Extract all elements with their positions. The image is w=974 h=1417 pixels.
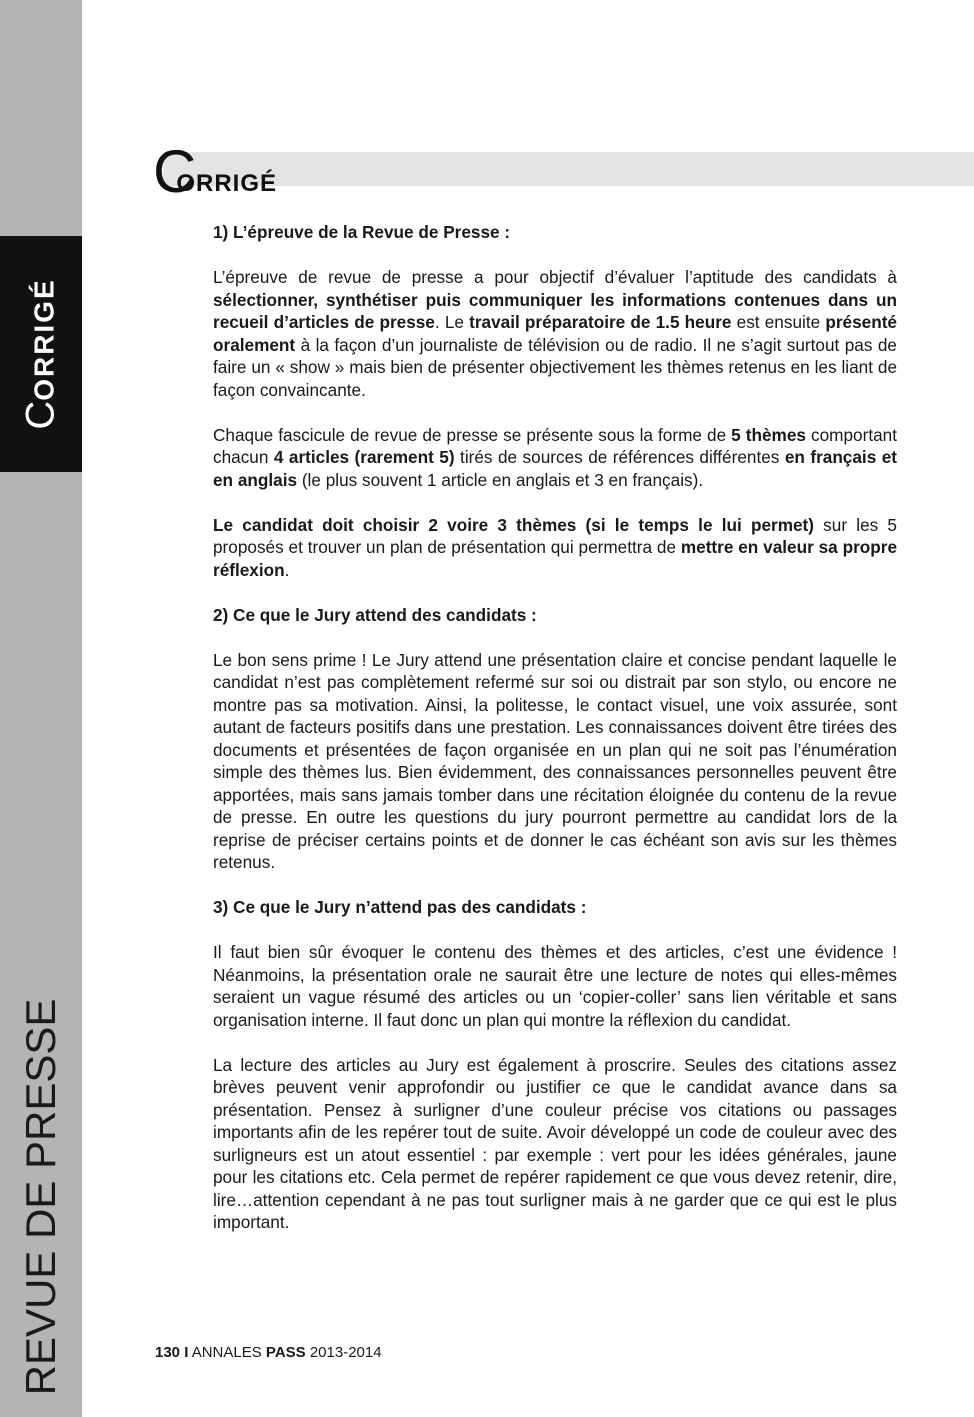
section-1-paragraph-3: Le candidat doit choisir 2 voire 3 thèmes (si le temps le lui permet) sur les 5 proposés et trouver un plan de présentation qui permettra de mettre en valeur sa propre réflexion. bbox=[213, 514, 897, 580]
brand-name: PASS bbox=[265, 1344, 306, 1361]
sidebar bbox=[0, 0, 82, 1417]
page-title-rest: ORRIGÉ bbox=[176, 170, 278, 197]
section-3-paragraph-2: La lecture des articles au Jury est également à proscrire. Seules des citations assez brèves peuvent venir approfondir ou justifier ce que le candidat avance dans sa présentation. Pensez à surligner d’une couleur précise vos citations ou passages importants afin de les repérer tout de suite. Avoir développé un code de couleur avec des surligneurs est un atout essentiel : par exemple : vert pour les idées générales, jaune pour les citations etc. Cela permet de repérer rapidement ce que vous devez retenir, dire, lire…attention cependant à ne pas tout surligner mais à ne garder que ce qui est le plus important. bbox=[213, 1054, 897, 1232]
section-2-heading: 2) Ce que le Jury attend des candidats : bbox=[213, 604, 537, 625]
title-bar bbox=[163, 152, 974, 186]
page-footer: 130 I ANNALES PASS 2013-2014 bbox=[155, 1344, 382, 1361]
main-content bbox=[213, 221, 897, 1256]
section-2-paragraph-1: Le bon sens prime ! Le Jury attend une présentation claire et concise pendant laquelle le candidat n’est pas complètement refermé sur soi ou distrait par son stylo, ou encore ne montre pas sa motivation. Ainsi, la politesse, le contact visuel, une voix assurée, sont autant de facteurs positifs dans une prestation. Les connaissances doivent être tirées des documents et présentées de façon organisée en un plan qui ne soit pas l’énumération simple des thèmes lus. Bien évidemment, des connaissances personnelles peuvent être apportées, mais sans jamais tomber dans une récitation éloignée du contenu de la revue de presse. En outre les questions du jury pourront permettre au candidat lors de la reprise de préciser certains points et de donner le cas échéant son avis sur les thèmes retenus. bbox=[213, 649, 897, 872]
section-1-paragraph-1: L’épreuve de revue de presse a pour objectif d’évaluer l’aptitude des candidats à sélectionner, synthétiser puis communiquer les informations contenues dans un recueil d’articles de presse. Le travail préparatoire de 1.5 heure est ensuite présenté oralement à la façon d’un journaliste de télévision ou de radio. Il ne s’agit surtout pas de faire un « show » mais bien de présenter objectivement les thèmes retenus en les liant de façon convaincante. bbox=[213, 267, 897, 400]
page-title-initial: C bbox=[153, 138, 195, 205]
page-number: 130 bbox=[155, 1344, 181, 1361]
section-3-heading: 3) Ce que le Jury n’attend pas des candidats : bbox=[213, 897, 587, 917]
sidebar-section-label: REVUE DE PRESSE bbox=[17, 998, 64, 1396]
sidebar-tab-label: CORRIGÉ bbox=[18, 278, 63, 430]
section-1-heading: 1) L’épreuve de la Revue de Presse : bbox=[213, 222, 511, 242]
page-title bbox=[153, 138, 278, 205]
section-1-paragraph-2: Chaque fascicule de revue de presse se présente sous la forme de 5 thèmes comportant chacun 4 articles (rarement 5) tirés de sources de références différentes en français et en anglais (le plus souvent 1 article en anglais et 3 en français). bbox=[213, 424, 898, 490]
section-3-paragraph-1: Il faut bien sûr évoquer le contenu des thèmes et des articles, c’est une évidence ! Néanmoins, la présentation orale ne saurait être une lecture de notes qui elles-mêmes seraient un vague résumé des articles ou un ‘copier-coller’ sans lien véritable et sans organisation interne. Il faut donc un plan qui montre la réflexion du candidat. bbox=[213, 942, 897, 1030]
